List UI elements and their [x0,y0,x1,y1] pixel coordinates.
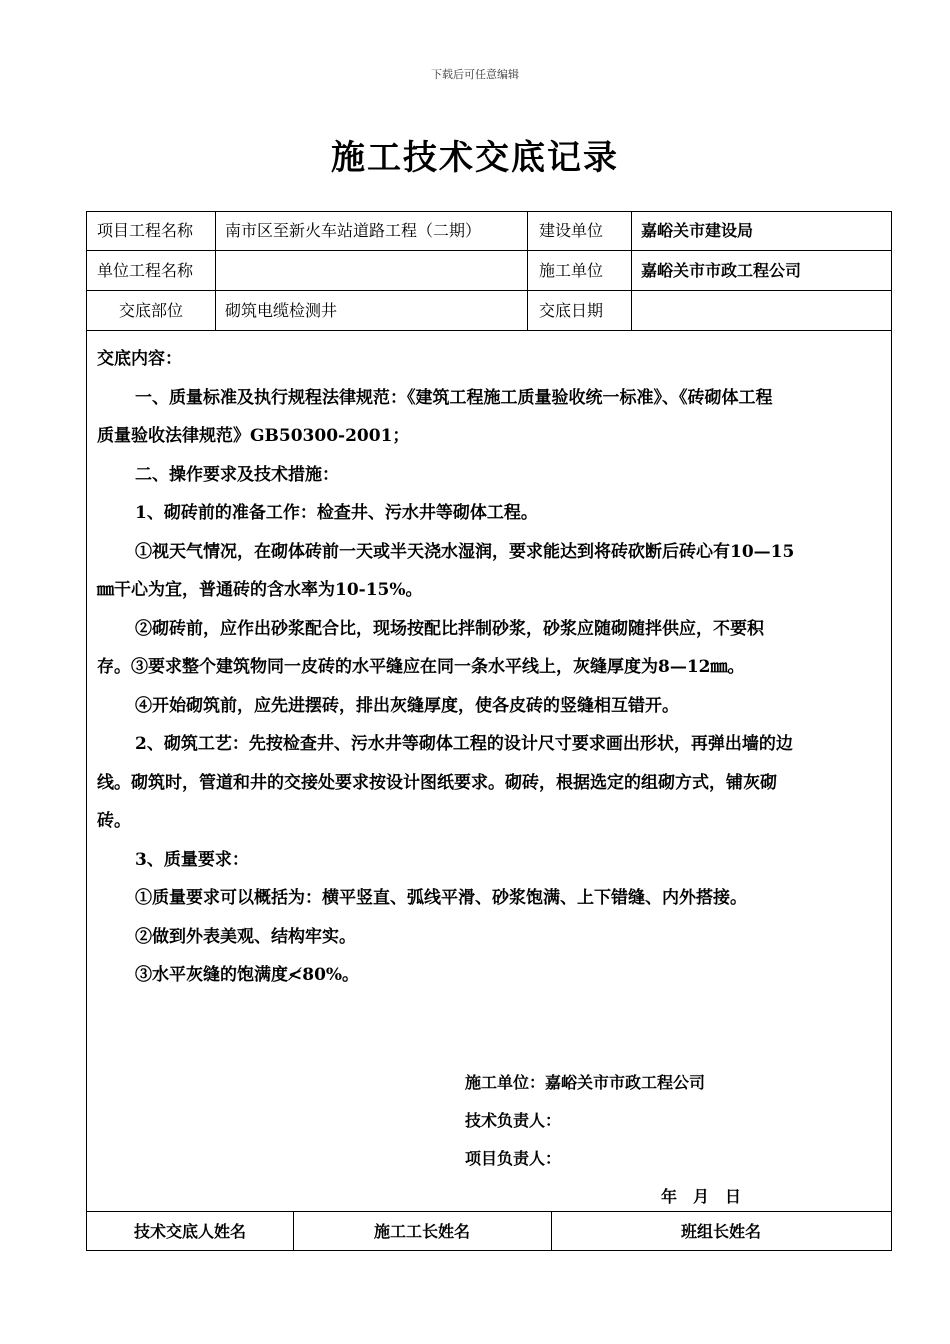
project-name-label: 项目工程名称 [97,221,194,240]
content-line: 质量验收法律规范》GB50300-2001； [97,426,410,446]
record-table [86,211,892,1251]
content-line: ㎜干心为宜，普通砖的含水率为10-15%。 [97,580,423,600]
signature-tech-lead: 技术负责人： [465,1111,562,1130]
footer-foreman: 施工工长姓名 [373,1222,470,1241]
content-line: ①视天气情况，在砌体砖前一天或半天浇水湿润，要求能达到将砖砍断后砖心有10—15 [135,541,795,562]
content-line: 2、砌筑工艺：先按检查井、污水井等砌体工程的设计尺寸要求画出形状，再弹出墙的边 [135,734,793,754]
footer-team-leader: 班组长姓名 [680,1222,761,1241]
signature-date: 年 月 日 [661,1187,742,1206]
date-label: 交底日期 [539,301,604,320]
contractor-label: 施工单位 [539,261,604,280]
signature-project-lead: 项目负责人： [465,1149,562,1168]
unit-name-label: 单位工程名称 [97,261,194,280]
column-divider [527,212,528,330]
part-label: 交底部位 [119,301,184,320]
contractor-value: 嘉峪关市市政工程公司 [641,261,802,280]
content-line: 二、操作要求及技术措施： [135,464,339,485]
content-line: ④开始砌筑前，应先进摆砖，排出灰缝厚度，使各皮砖的竖缝相互错开。 [135,695,679,716]
content-line: ②做到外表美观、结构牢实。 [135,926,356,947]
row-divider [87,330,891,331]
builder-label: 建设单位 [539,221,604,240]
content-body [97,340,883,995]
content-line: 一、质量标准及执行规程法律规范：《建筑工程施工质量验收统一标准》、《砖砌体工程 [135,387,773,408]
signature-company: 施工单位：嘉峪关市市政工程公司 [465,1073,706,1092]
column-divider [215,212,216,330]
content-line: ②砌砖前，应作出砂浆配合比，现场按配比拌制砂浆，砂浆应随砌随拌供应，不要积 [135,618,764,639]
content-line: 1、砌砖前的准备工作：检查井、污水井等砌体工程。 [135,503,538,523]
content-line: 存。③要求整个建筑物同一皮砖的水平缝应在同一条水平线上，灰缝厚度为8—12㎜。 [97,657,745,677]
project-name-value: 南市区至新火车站道路工程（二期） [225,221,482,240]
content-line: ①质量要求可以概括为：横平竖直、弧线平滑、砂浆饱满、上下错缝、内外搭接。 [135,888,747,908]
row-divider [87,290,891,291]
content-line: 3、质量要求： [135,849,249,870]
builder-value: 嘉峪关市建设局 [641,221,754,240]
column-divider [631,212,632,330]
content-line: ③水平灰缝的饱满度≮80%。 [135,965,360,985]
header-note: 下载后可任意编辑 [431,68,519,81]
part-value: 砌筑电缆检测井 [225,301,338,320]
row-divider [87,250,891,251]
footer-tech-discloser: 技术交底人姓名 [133,1222,246,1241]
content-heading: 交底内容： [97,349,182,369]
document-title: 施工技术交底记录 [331,138,619,178]
content-line: 线。砌筑时，管道和井的交接处要求按设计图纸要求。砌砖，根据选定的组砌方式，铺灰砌 [97,772,777,793]
content-line: 砖。 [97,811,131,831]
